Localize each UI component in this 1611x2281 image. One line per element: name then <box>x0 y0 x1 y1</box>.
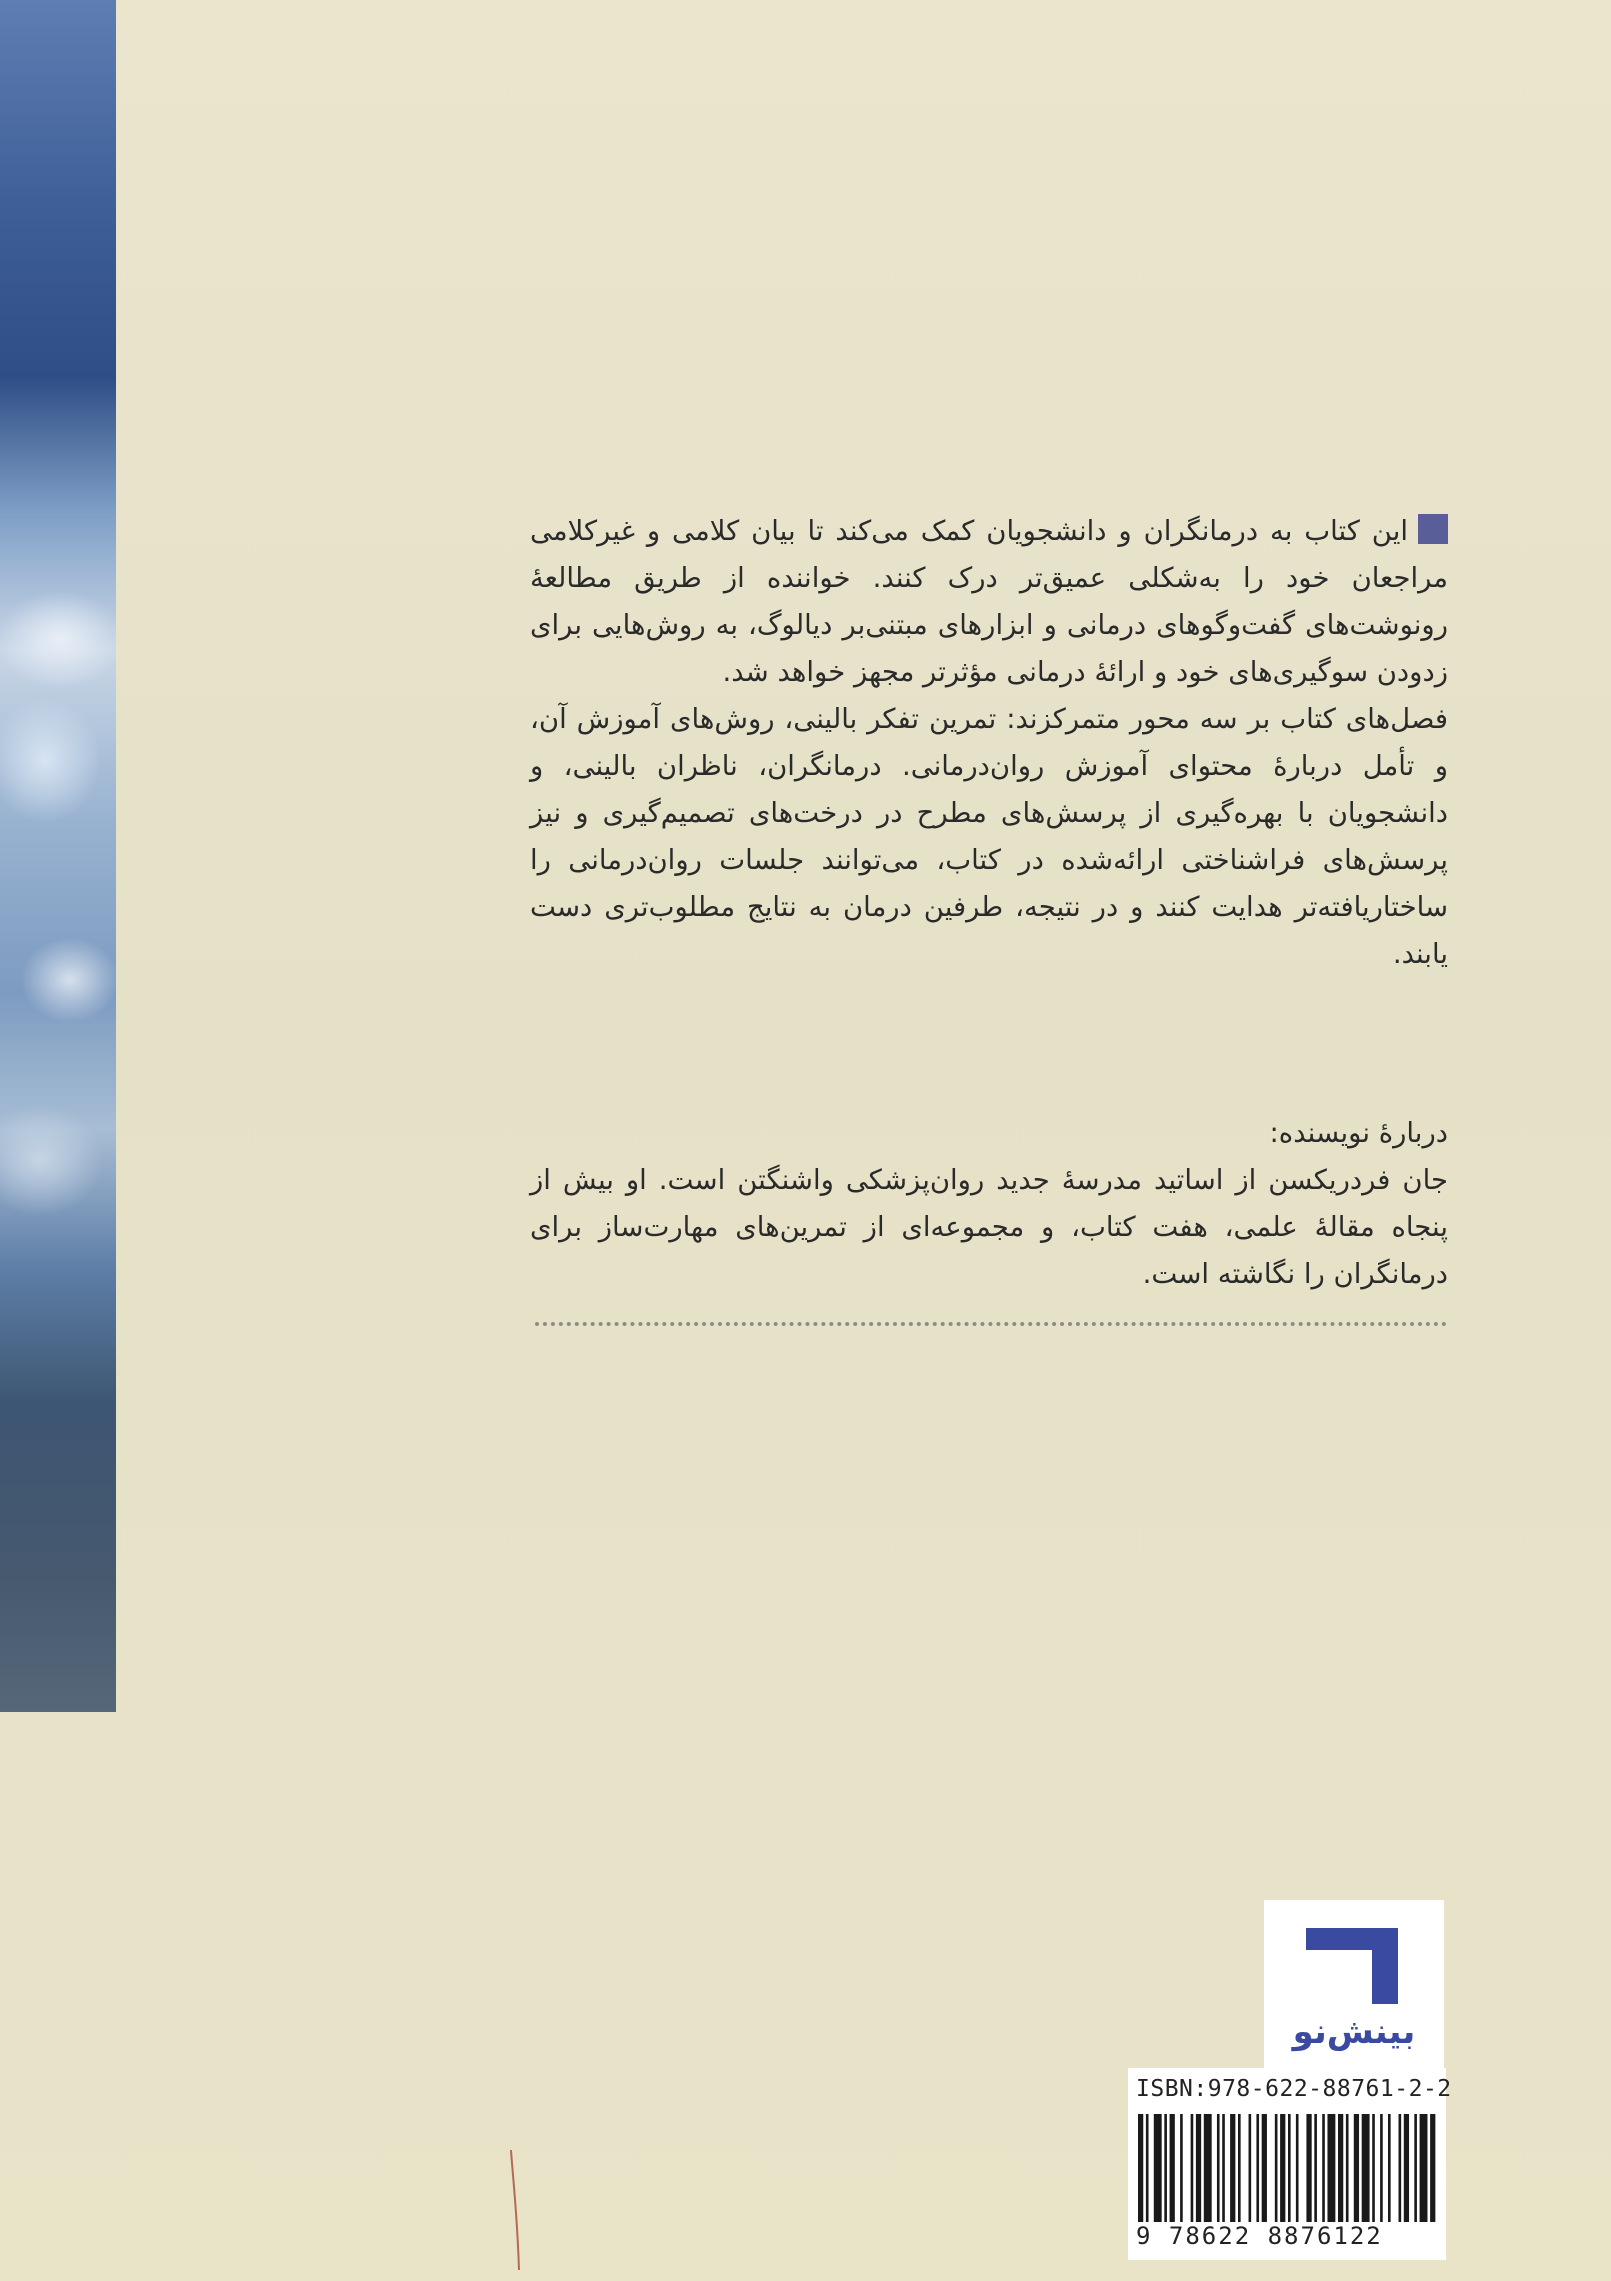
sky-spine-image <box>0 0 116 1712</box>
about-author-heading: دربارهٔ نویسنده: <box>1269 1117 1448 1149</box>
about-author <box>530 1110 1448 1298</box>
publisher-logo <box>1264 1900 1444 2068</box>
isbn-label: ISBN:978-622-88761-2-2 <box>1136 2076 1452 2102</box>
description-paragraph-1: این کتاب به درمانگران و دانشجویان کمک می‌کند تا بیان کلامی و غیرکلامی مراجعان خود را به‌شکلی عمیق‌تر درک کنند. خواننده از طریق مطالعهٔ رونوشت‌های گفت‌وگوهای درمانی و ابزارهای مبتنی‌بر دیالوگ، به روش‌هایی برای زدودن سوگیری‌های خود و ارائهٔ درمانی مؤثرتر مجهز خواهد شد. <box>530 515 1448 688</box>
description <box>530 508 1448 978</box>
scratch-mark <box>505 2150 525 2270</box>
publisher-name: بینش‌نو <box>1292 2012 1416 2052</box>
barcode-bars <box>1138 2114 1438 2222</box>
barcode-box <box>1128 2068 1452 2260</box>
publisher-book-icon <box>1296 1920 1408 2012</box>
description-paragraph-2: فصل‌های کتاب بر سه محور متمرکزند: تمرین تفکر بالینی، روش‌های آموزش آن، و تأمل دربارهٔ محتوای آموزش روان‌درمانی. درمانگران، ناظران بالینی، و دانشجویان با بهره‌گیری از پرسش‌های مطرح در درخت‌های تصمیم‌گیری و نیز پرسش‌های فراشناختی ارائه‌شده در کتاب، می‌توانند جلسات روان‌درمانی را ساختاریافته‌تر هدایت کنند و در نتیجه، طرفین درمان به نتایج مطلوب‌تری دست یابند. <box>530 703 1448 970</box>
barcode-digits: 9 78622 8876122 <box>1136 2222 1383 2250</box>
dotted-divider <box>535 1322 1447 1326</box>
about-author-text: جان فردریکسن از اساتید مدرسهٔ جدید روان‌پزشکی واشنگتن است. او بیش از پنجاه مقالهٔ علمی، هفت کتاب، و مجموعه‌ای از تمرین‌های مهارت‌ساز برای درمانگران را نگاشته است. <box>530 1164 1448 1290</box>
square-bullet-icon <box>1418 514 1448 544</box>
